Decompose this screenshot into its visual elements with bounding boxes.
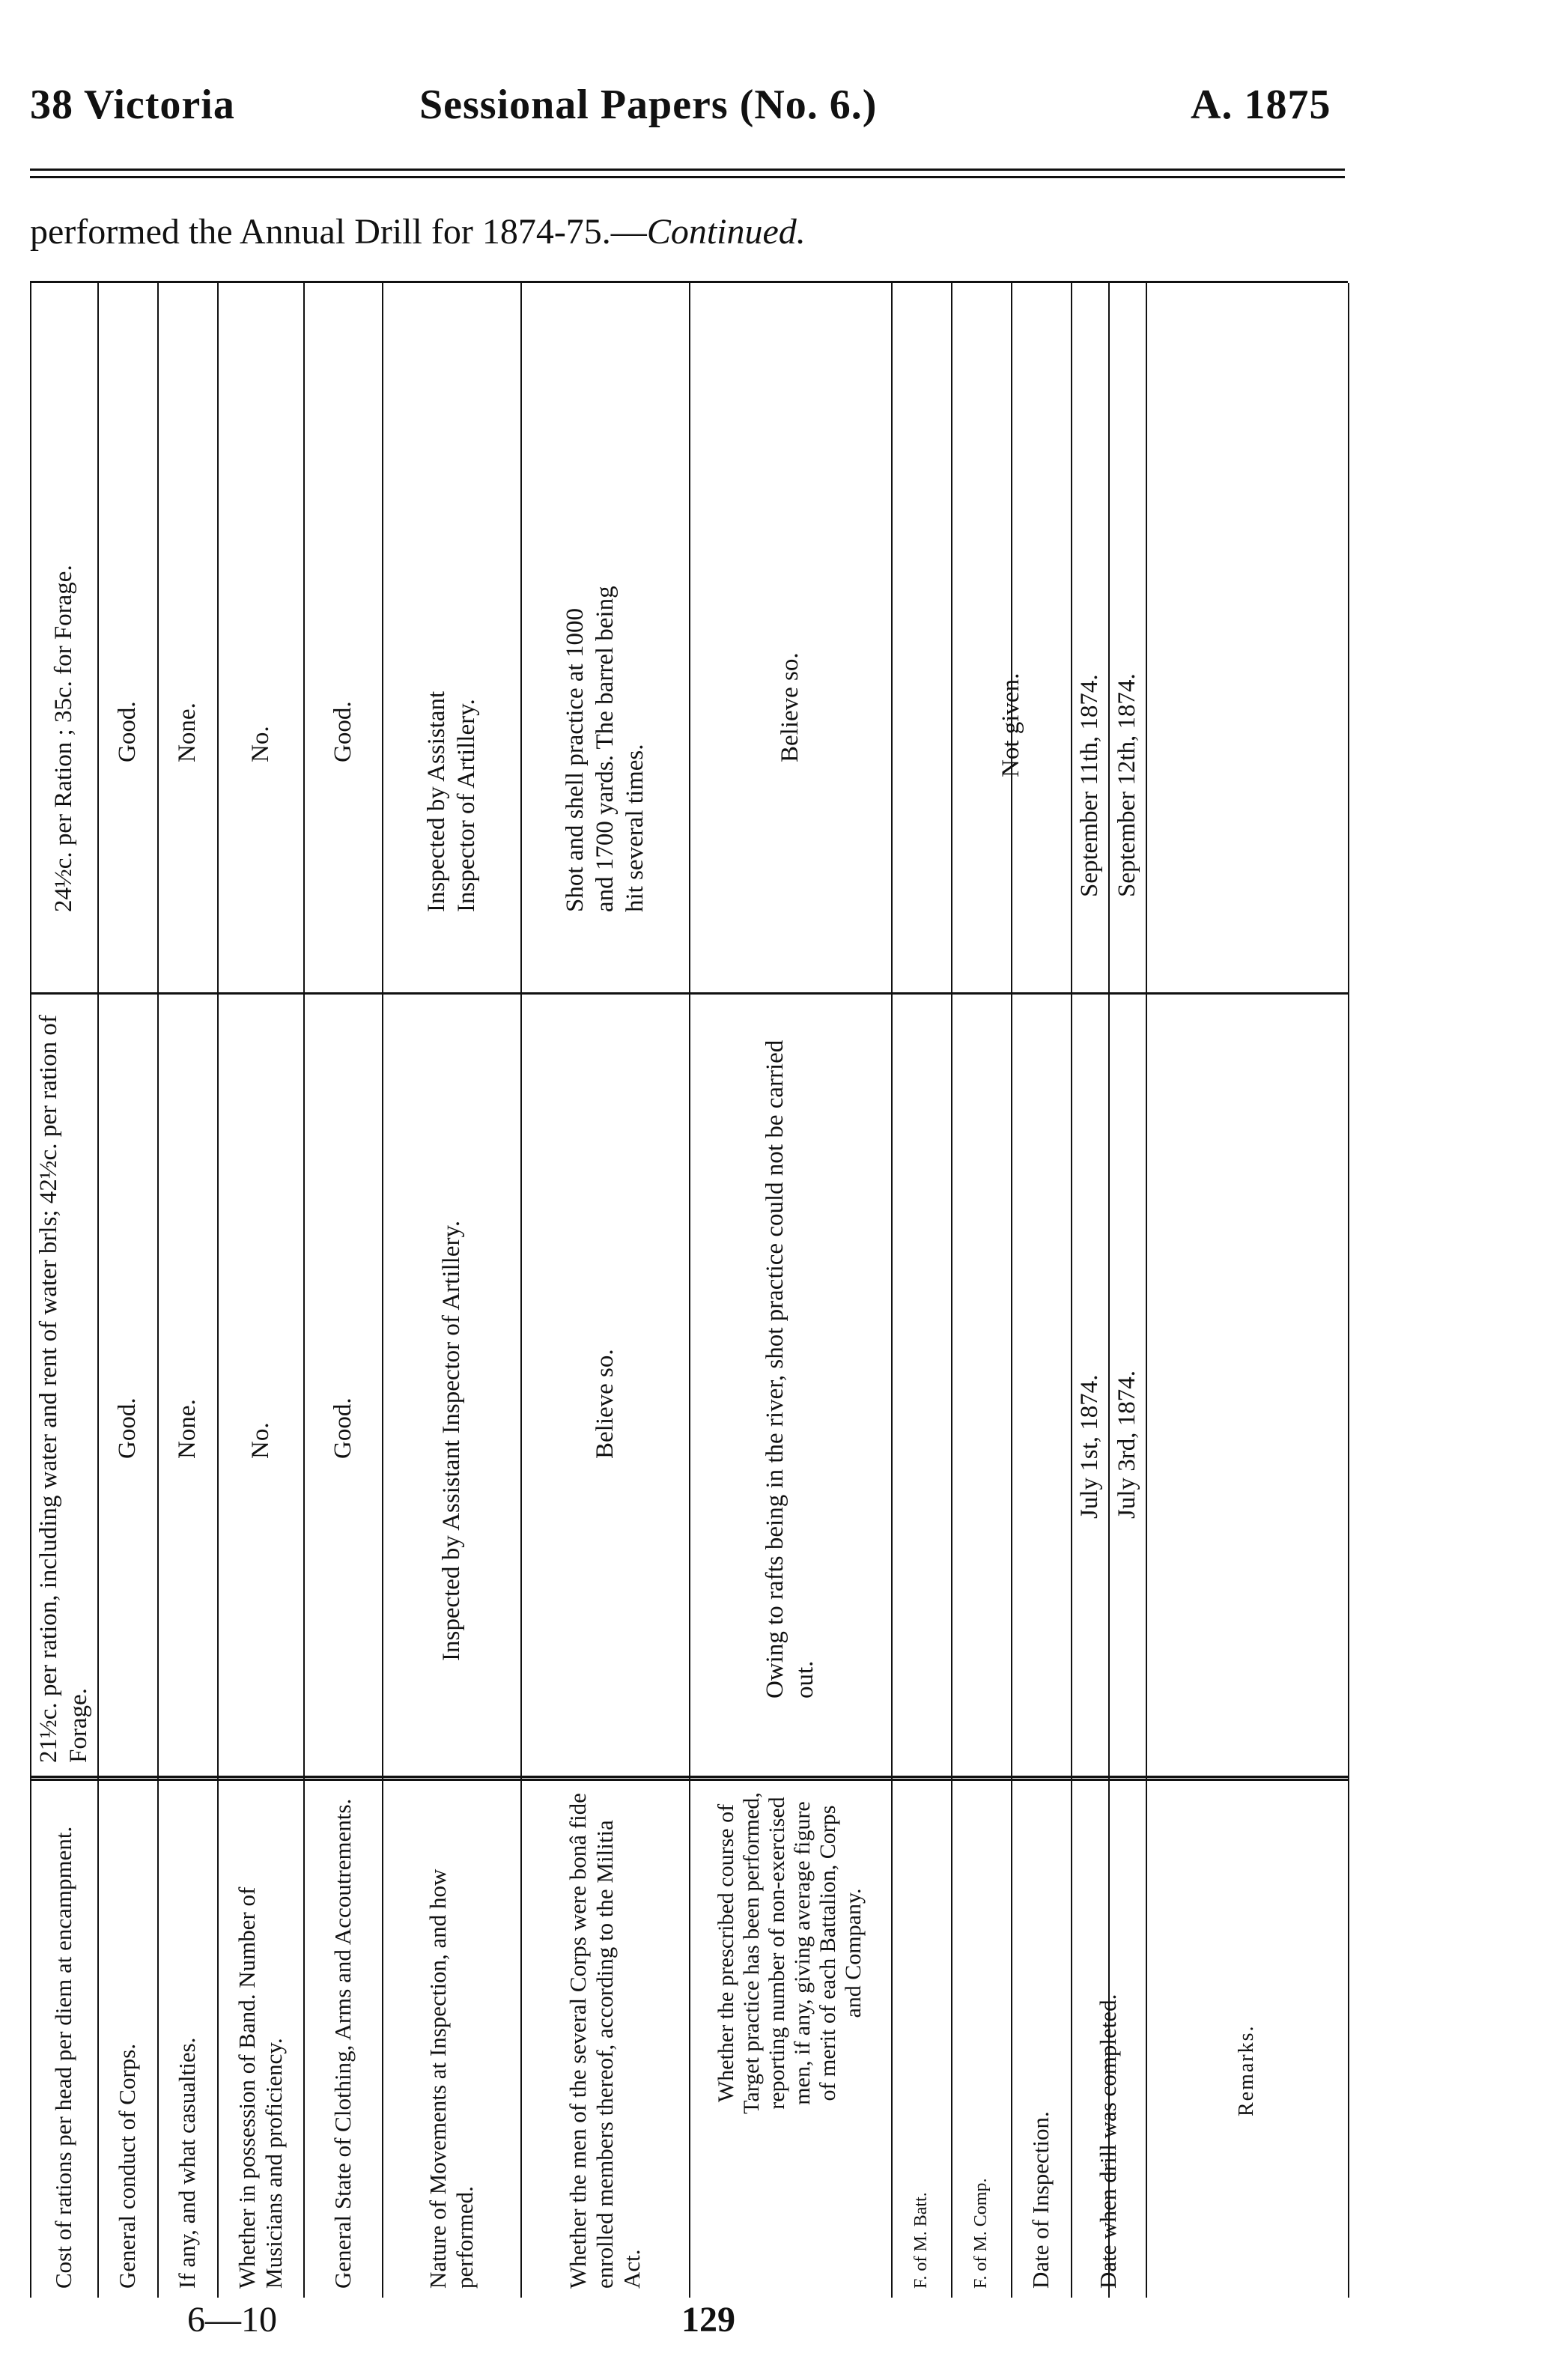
header-fom-batt bbox=[891, 2163, 951, 2298]
row2-cost: 24½c. per Ration ; 35c. for Forage. bbox=[50, 565, 77, 912]
table-bottom-rule bbox=[1348, 283, 1349, 2298]
header-title: Sessional Papers (No. 6.) bbox=[419, 82, 878, 128]
row1-conduct: Good. bbox=[114, 1397, 141, 1459]
header-session: 38 Victoria bbox=[30, 82, 235, 128]
drill-table bbox=[30, 283, 1348, 2298]
fom-comp-a: F. of M. bbox=[971, 2231, 991, 2289]
col-rule bbox=[891, 283, 893, 2298]
row2-inspection: September 11th, 1874. bbox=[1076, 674, 1103, 897]
drill-table-rotated bbox=[30, 283, 1348, 2298]
header-target: Whether the prescribed course of Target practice has been performed, reporting number of non-exercised men, if any, giving average figure of merit of each Battalion, Corps and Company. bbox=[714, 1792, 866, 2114]
header-fom-comp bbox=[951, 2163, 1011, 2298]
row1-clothing: Good. bbox=[329, 1397, 356, 1459]
header-casualties: If any, and what casualties. bbox=[174, 2037, 200, 2289]
footer-page-number: 129 bbox=[681, 2300, 735, 2340]
row2-target: Believe so. bbox=[777, 652, 803, 762]
header-clothing: General State of Clothing, Arms and Accoutrements. bbox=[329, 1798, 356, 2289]
row1-enrolled: Believe so. bbox=[591, 1349, 619, 1459]
row2-band: No. bbox=[246, 726, 274, 762]
page-subtitle bbox=[30, 211, 806, 252]
row2-casualties: None. bbox=[174, 702, 201, 762]
header-enrolled: Whether the men of the several Corps were bonâ fide enrolled members thereof, according to the Militia Act. bbox=[564, 1793, 645, 2289]
row1-cost: 21½c. per ration, including water and rent of water brls; 42½c. per ration of Forage. bbox=[35, 1015, 92, 1763]
row2-clothing: Good. bbox=[329, 701, 356, 762]
row1-casualties: None. bbox=[174, 1399, 201, 1459]
header-conduct: General conduct of Corps. bbox=[114, 2043, 140, 2289]
row1-movements: Inspected by Assistant Inspector of Artillery. bbox=[437, 1220, 465, 1661]
fom-comp-b: Comp. bbox=[971, 2178, 991, 2227]
header-rule-double bbox=[30, 176, 1345, 178]
row2-fom: Not given. bbox=[997, 673, 1024, 777]
header-completed: Date when drill was completed. bbox=[1095, 1994, 1121, 2289]
subtitle-continued: Continued. bbox=[646, 212, 806, 252]
header-remarks: Remarks. bbox=[1235, 2024, 1258, 2116]
footer-sheet-number: 6—10 bbox=[187, 2300, 277, 2340]
fom-batt-b: Batt. bbox=[911, 2192, 931, 2227]
row2-completed: September 12th, 1874. bbox=[1113, 673, 1140, 897]
row2-conduct: Good. bbox=[114, 701, 141, 762]
header-movements: Nature of Movements at Inspection, and how performed. bbox=[424, 1869, 478, 2289]
subtitle-text: performed the Annual Drill for 1874-75.— bbox=[30, 212, 647, 252]
fom-batt-a: F. of M. bbox=[911, 2231, 931, 2289]
row1-band: No. bbox=[246, 1422, 274, 1459]
row1-target: Owing to rafts being in the river, shot practice could not be carried out. bbox=[762, 1039, 818, 1699]
row1-completed: July 3rd, 1874. bbox=[1113, 1370, 1140, 1519]
header-inspection: Date of Inspection. bbox=[1027, 2111, 1054, 2289]
header-year: A. 1875 bbox=[1191, 82, 1331, 128]
header-rule bbox=[30, 169, 1345, 171]
row2-enrolled: Shot and shell practice at 1000 and 1700 yards. The barrel being hit several times. bbox=[561, 586, 648, 912]
header-cost: Cost of rations per head per diem at encampment. bbox=[50, 1826, 76, 2289]
header-band: Whether in possession of Band. Number of Musicians and proficiency. bbox=[233, 1886, 287, 2289]
row1-inspection: July 1st, 1874. bbox=[1076, 1374, 1103, 1519]
row2-movements: Inspected by Assistant Inspector of Artillery. bbox=[422, 690, 480, 912]
